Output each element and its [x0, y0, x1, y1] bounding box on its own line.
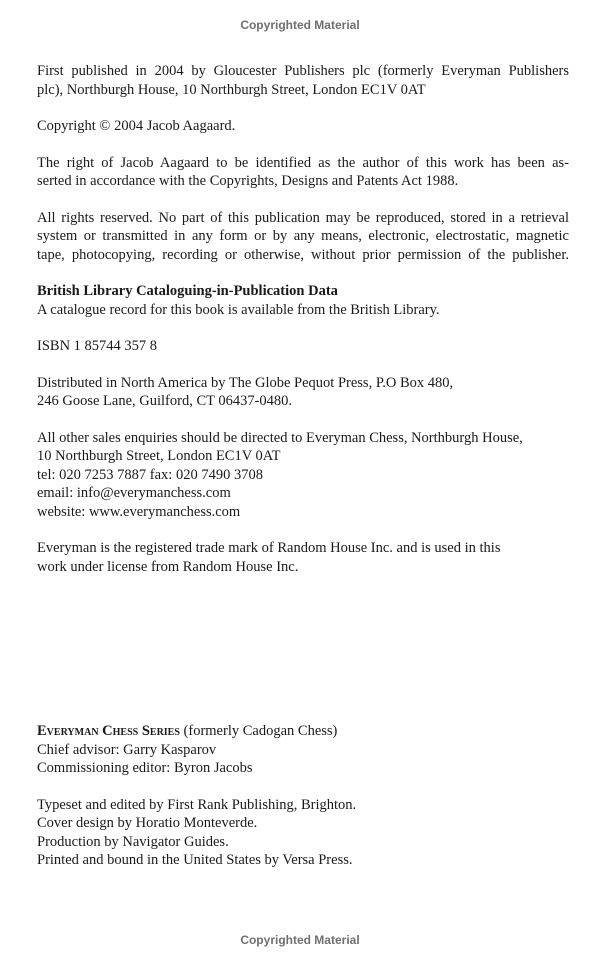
copyright-line: Copyright © 2004 Jacob Aagaard.	[37, 118, 236, 134]
typeset-credit: Typeset and edited by First Rank Publishing, Brighton.	[37, 796, 357, 813]
moral-right-notice	[37, 154, 569, 191]
distribution-line-1: Distributed in North America by The Globe Pequot Press, P.O Box 480,	[37, 374, 454, 391]
cip-heading: British Library Cataloguing-in-Publication Data	[37, 283, 338, 299]
cip-text: A catalogue record for this book is available from the British Library.	[37, 301, 440, 318]
rights-line-3: tape, photocopying, recording or otherwise, without prior permission of the publisher.	[37, 246, 569, 263]
distribution-line-2: 246 Goose Lane, Guilford, CT 06437-0480.	[37, 393, 293, 409]
isbn-section	[37, 337, 569, 356]
commissioning-editor: Commissioning editor: Byron Jacobs	[37, 760, 253, 776]
trademark-line-1: Everyman is the registered trade mark of Random House Inc. and is used in this	[37, 540, 501, 556]
rights-line-1: All rights reserved. No part of this publication may be reproduced, stored in a retrieval	[37, 209, 569, 226]
trademark-section	[37, 539, 569, 576]
contact-website: website: www.everymanchess.com	[37, 503, 241, 520]
copyright-watermark-bottom: Copyrighted Material	[240, 933, 360, 947]
rights-notice	[37, 209, 569, 265]
contact-section	[37, 429, 569, 522]
series-title-line	[37, 722, 569, 741]
copyright-notice	[37, 117, 569, 136]
publication-notice	[37, 62, 569, 99]
cover-credit: Cover design by Horatio Monteverde.	[37, 815, 258, 831]
contact-email: email: info@everymanchess.com	[37, 485, 231, 501]
chief-advisor: Chief advisor: Garry Kasparov	[37, 741, 217, 758]
series-name: Everyman Chess Series	[37, 723, 180, 739]
contact-line-1: All other sales enquiries should be directed to Everyman Chess, Northburgh House,	[37, 429, 523, 446]
production-credit: Production by Navigator Guides.	[37, 833, 229, 850]
moral-right-line-2: serted in accordance with the Copyrights, Designs and Patents Act 1988.	[37, 173, 459, 189]
copyright-page	[37, 62, 569, 888]
distribution-section	[37, 374, 569, 411]
production-credits	[37, 796, 569, 870]
isbn-line: ISBN 1 85744 357 8	[37, 338, 158, 354]
copyright-watermark-top: Copyrighted Material	[240, 18, 360, 32]
moral-right-line-1: The right of Jacob Aagaard to be identified as the author of this work has been as-	[37, 154, 569, 171]
series-note: (formerly Cadogan Chess)	[179, 723, 338, 739]
contact-tel-fax: tel: 020 7253 7887 fax: 020 7490 3708	[37, 466, 263, 483]
contact-line-2: 10 Northburgh Street, London EC1V 0AT	[37, 448, 281, 464]
cip-section	[37, 282, 569, 319]
blank-space	[37, 594, 569, 722]
trademark-line-2: work under license from Random House Inc.	[37, 558, 299, 575]
rights-line-2: system or transmitted in any form or by any means, electronic, electrostatic, magnetic	[37, 228, 569, 244]
publication-line-1: First published in 2004 by Gloucester Publishers plc (formerly Everyman Publishers	[37, 63, 569, 79]
printing-credit: Printed and bound in the United States by Versa Press.	[37, 852, 353, 868]
publication-line-2: plc), Northburgh House, 10 Northburgh Street, London EC1V 0AT	[37, 81, 426, 98]
series-section	[37, 722, 569, 778]
